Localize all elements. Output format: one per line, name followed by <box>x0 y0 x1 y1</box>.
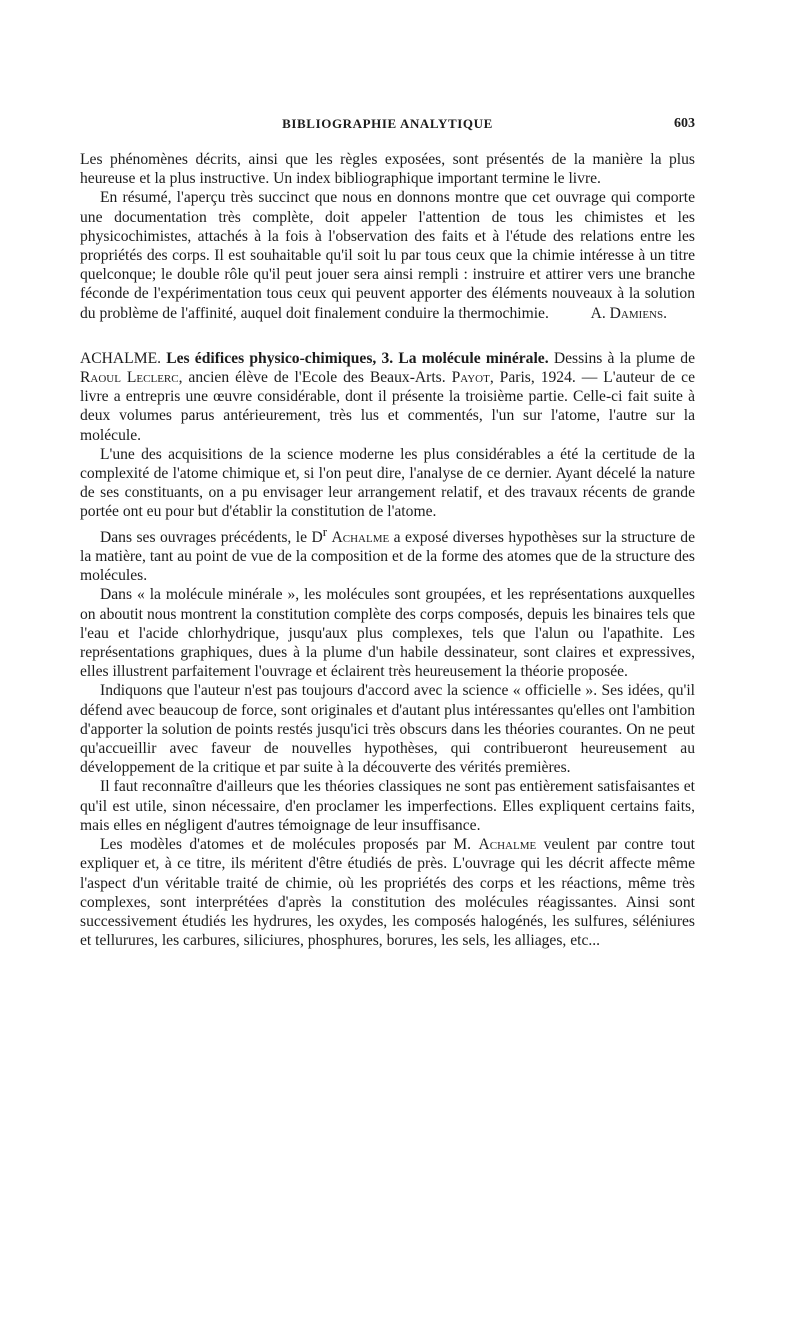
book-review <box>80 349 695 950</box>
prev-review-paragraph-1: Les phénomènes décrits, ainsi que les règles exposées, sont présentés de la manière la plus heureuse et la plus instructive. Un index bibliographique important termine le livre. <box>80 151 695 188</box>
review-p7-name: Achalme <box>478 836 537 854</box>
review-paragraph-3 <box>80 522 695 586</box>
running-title: BIBLIOGRAPHIE ANALYTIQUE <box>282 116 493 131</box>
prev-review-paragraph-2-text: En résumé, l'aperçu très succinct que nous en donnons montre que cet ouvrage qui comporte une documentation très complète, doit appeler l'attention de tous les chimistes et les physicochimistes, attachés à la fois à l'observation des faits et à l'étude des relations entre les propriétés des corps. Il est souhaitable qu'il soit lu par tous ceux que la chimie intéresse à un titre quelconque; le double rôle qu'il peut jouer sera ainsi rempli : instruire et attirer vers une branche féconde de l'expérimentation tous ceux qui peuvent apporter des éléments nouveaux à la solution du problème de l'affinité, auquel doit finalement conduire la thermochimie. <box>80 189 695 322</box>
page-number: 603 <box>674 116 695 131</box>
review-desc-2: , ancien élève de l'Ecole des Beaux-Arts. <box>178 369 446 387</box>
review-p3-name: Achalme <box>331 528 390 546</box>
review-illustrator: Raoul Leclerc <box>80 369 179 387</box>
review-p7-end: veulent par contre tout expliquer et, à ce titre, ils méritent d'être étudiés de près. L'ouvrage qui les décrit affecte même l'aspect d'un véritable traité de chimie, où les propriétés des corps et les réactions, même très complexes, sont interprétées d'après la constitution des molécules réagissantes. Ainsi sont successivement étudiés les hydrures, les oxydes, les composés halogénés, les sulfures, séléniures et tellurures, les carbures, siliciures, phosphures, borures, les sels, les alliages, etc... <box>80 836 695 950</box>
page-header <box>80 116 695 138</box>
review-paragraph-2: L'une des acquisitions de la science moderne les plus considérables a été la certitude de la complexité de l'atome chimique et, si l'on peut dire, l'analyse de ce dernier. Ayant décelé la nature de ses constituants, on a pu envisager leur arrangement relatif, et des travaux récents de grande portée ont eu pour but d'établir la constitution de l'atome. <box>80 445 695 521</box>
review-p3-sup: r <box>322 523 328 539</box>
page-body <box>80 150 695 950</box>
review-paragraph-7 <box>80 835 695 950</box>
review-paragraph-6: Il faut reconnaître d'ailleurs que les théories classiques ne sont pas entièrement satisfaisantes et qu'il est utile, sinon nécessaire, d'en proclamer les imperfections. Elles expliquent certains faits, mais elles en négligent d'autres témoignage de leur insuffisance. <box>80 778 695 834</box>
review-desc-1: Dessins à la plume de <box>553 349 695 367</box>
prev-review-paragraph-2 <box>80 188 695 322</box>
review-heading-paragraph <box>80 349 695 445</box>
review-book-title: Les édifices physico-chimiques, 3. La molécule minérale. <box>166 349 549 367</box>
review-paragraph-5: Indiquons que l'auteur n'est pas toujours d'accord avec la science « officielle ». Ses idées, qu'il défend avec beaucoup de force, sont originales et d'autant plus intéressantes qu'elles ont l'ambition d'apporter la solution de points restés jusqu'ici très obscurs dans les théories courantes. On ne peut qu'accueillir avec faveur de nouvelles hypothèses, qui contribueront heureusement au développement de la critique et par suite à la découverte des vérités premières. <box>80 682 695 777</box>
review-p3-start: Dans ses ouvrages précédents, le D <box>100 528 323 546</box>
review-p7-start: Les modèles d'atomes et de molécules proposés par M. <box>100 836 472 854</box>
review-p3-end: a exposé diverses hypothèses sur la structure de la matière, tant au point de vue de la composition et de la forme des atomes que de la structure des molécules. <box>80 528 695 585</box>
review-paragraph-4: Dans « la molécule minérale », les molécules sont groupées, et les représentations auxquelles on aboutit nous montrent la constitution complète des corps composés, depuis les binaires tels que l'eau et l'acide chlorhydrique, jusqu'aux plus complexes, tels que l'alun ou l'apathite. Les représentations graphiques, dues à la plume d'un habile dessinateur, sont claires et expressives, elles illustrent parfaitement l'ouvrage et éclairent très heureusement la théorie proposée. <box>80 586 695 681</box>
review-desc-3: , Paris, 1924. — L'auteur de ce livre a entrepris une œuvre considérable, dont il présente la troisième partie. Celle-ci fait suite à deux volumes parus antérieurement, très lus et commentés, l'un sur l'atome, l'autre sur la molécule. <box>80 369 695 444</box>
review-author: ACHALME. <box>80 349 161 367</box>
reviewer-signature: A. Damiens. <box>590 304 667 322</box>
review-publisher: Payot <box>451 369 490 387</box>
